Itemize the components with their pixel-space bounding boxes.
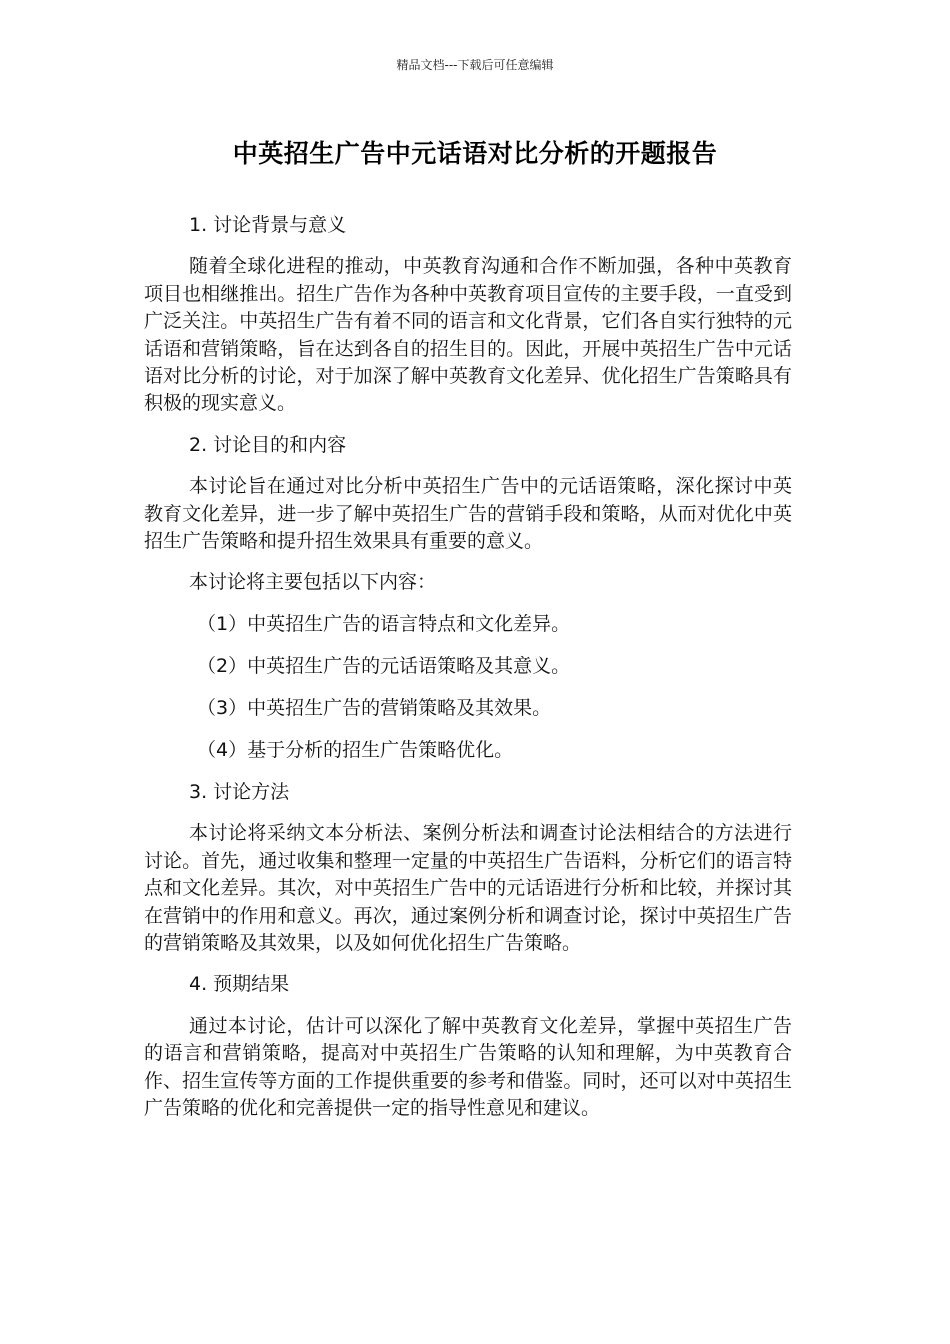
section-heading-method: 3. 讨论方法 [189,780,290,803]
section-heading-background: 1. 讨论背景与意义 [189,214,347,236]
section-paragraph: 本讨论将主要包括以下内容： [189,571,437,594]
content-list-item: （1）中英招生广告的语言特点和文化差异。 [197,612,571,635]
content-list-item: （2）中英招生广告的元话语策略及其意义。 [197,654,571,677]
section-paragraph: 本讨论将采纳文本分析法、案例分析法和调查讨论法相结合的方法进行讨论。首先，通过收集和整理一定量的中英招生广告语料，分析它们的语言特点和文化差异。其次，对中英招生广告中的元话语进行分析和比较，并探讨其在营销中的作用和意义。再次，通过案例分析和调查讨论，探讨中英招生广告的营销策略及其效果，以及如何优化招生广告策略。 [144,822,792,954]
section-paragraph: 通过本讨论，估计可以深化了解中英教育文化差异，掌握中英招生广告的语言和营销策略，提高对中英招生广告策略的认知和理解，为中英教育合作、招生宣传等方面的工作提供重要的参考和借鉴。同时，还可以对中英招生广告策略的优化和完善提供一定的指导性意见和建议。 [144,1014,792,1119]
section-heading-expected-results: 4. 预期结果 [189,973,290,996]
document-title: 中英招生广告中元话语对比分析的开题报告 [232,139,718,168]
section-paragraph: 本讨论旨在通过对比分析中英招生广告中的元话语策略，深化探讨中英教育文化差异，进一步了解中英招生广告的营销手段和策略，从而对优化中英招生广告策略和提升招生效果具有重要的意义。 [144,475,792,553]
document-body [144,212,792,1136]
page-header: 精品文档---下载后可任意编辑 [396,58,554,72]
content-list-item: （3）中英招生广告的营销策略及其效果。 [197,696,552,719]
section-heading-purpose: 2. 讨论目的和内容 [189,433,347,456]
section-paragraph: 随着全球化进程的推动，中英教育沟通和合作不断加强，各种中英教育项目也相继推出。招生广告作为各种中英教育项目宣传的主要手段，一直受到广泛关注。中英招生广告有着不同的语言和文化背景，它们各自实行独特的元话语和营销策略，旨在达到各自的招生目的。因此，开展中英招生广告中元话语对比分析的讨论，对于加深了解中英教育文化差异、优化招生广告策略具有积极的现实意义。 [144,255,792,415]
content-list-item: （4）基于分析的招生广告策略优化。 [197,738,514,761]
